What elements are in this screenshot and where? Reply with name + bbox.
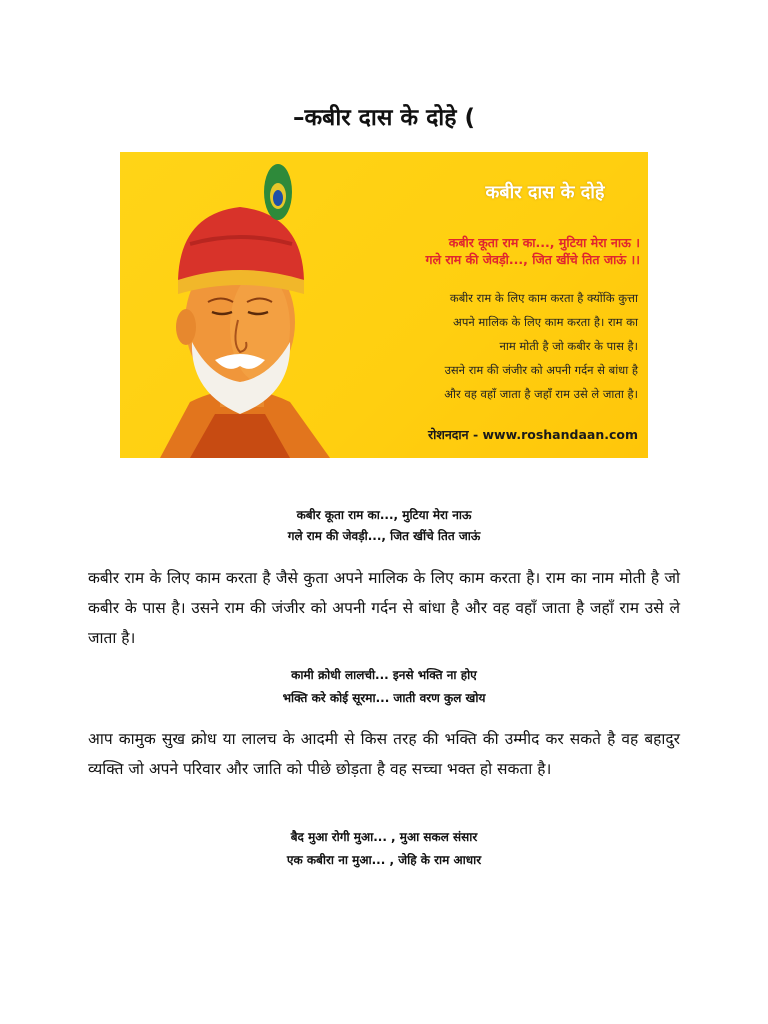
- page-title: –कबीर दास के दोहे (: [293, 105, 475, 131]
- banner-meaning-line: और वह वहाँ जाता है जहाँ राम उसे ले जाता है।: [444, 387, 638, 401]
- banner-meaning-line: कबीर राम के लिए काम करता है क्योंकि कुत्ता: [449, 291, 638, 305]
- doha-meaning-paragraph: कबीर राम के लिए काम करता है जैसे कुता अपने मालिक के लिए काम करता है। राम का नाम मोती है जो कबीर के पास है। उसने राम की जंजीर को अपनी गर्दन से बांधा है और वह वहाँ जाता है जहाँ राम उसे ले जाता है।: [88, 569, 680, 647]
- banner-meaning-line: अपने मालिक के लिए काम करता है। राम का: [453, 315, 638, 329]
- banner-credit: रोशनदान - www.roshandaan.com: [428, 427, 638, 442]
- banner-meaning-line: नाम मोती है जो कबीर के पास है।: [499, 339, 638, 353]
- doha-meaning-paragraph: आप कामुक सुख क्रोध या लालच के आदमी से किस तरह की भक्ति की उम्मीद कर सकते है वह बहादुर व्यक्ति जो अपने परिवार और जाति को पीछे छोड़ता है वह सच्चा भक्त हो सकता है।: [88, 730, 680, 778]
- banner-meaning-line: उसने राम की जंजीर को अपनी गर्दन से बांधा है: [444, 363, 638, 377]
- banner-doha-line-2: गले राम की जेवड़ी..., जित खींचे तित जाऊं ।।: [425, 252, 640, 267]
- doha-line: गले राम की जेवड़ी..., जित खींचे तित जाऊं: [287, 529, 481, 543]
- banner-doha-line-1: कबीर कूता राम का..., मुटिया मेरा नाऊ ।: [448, 235, 640, 250]
- kabir-banner-image: [120, 152, 648, 458]
- doha-line: बैद मुआ रोगी मुआ... , मुआ सकल संसार: [290, 830, 478, 844]
- doha-line: कबीर कूता राम का..., मुटिया मेरा नाऊ: [296, 508, 472, 522]
- doha-line: एक कबीरा ना मुआ... , जेहि के राम आधार: [286, 853, 482, 867]
- doha-line: भक्ति करे कोई सूरमा... जाती वरण कुल खोय: [282, 691, 486, 705]
- banner-title: कबीर दास के दोहे: [485, 182, 605, 203]
- kabir-portrait-illustration: [120, 152, 360, 458]
- doha-line: कामी क्रोधी लालची... इनसे भक्ति ना होए: [291, 668, 477, 682]
